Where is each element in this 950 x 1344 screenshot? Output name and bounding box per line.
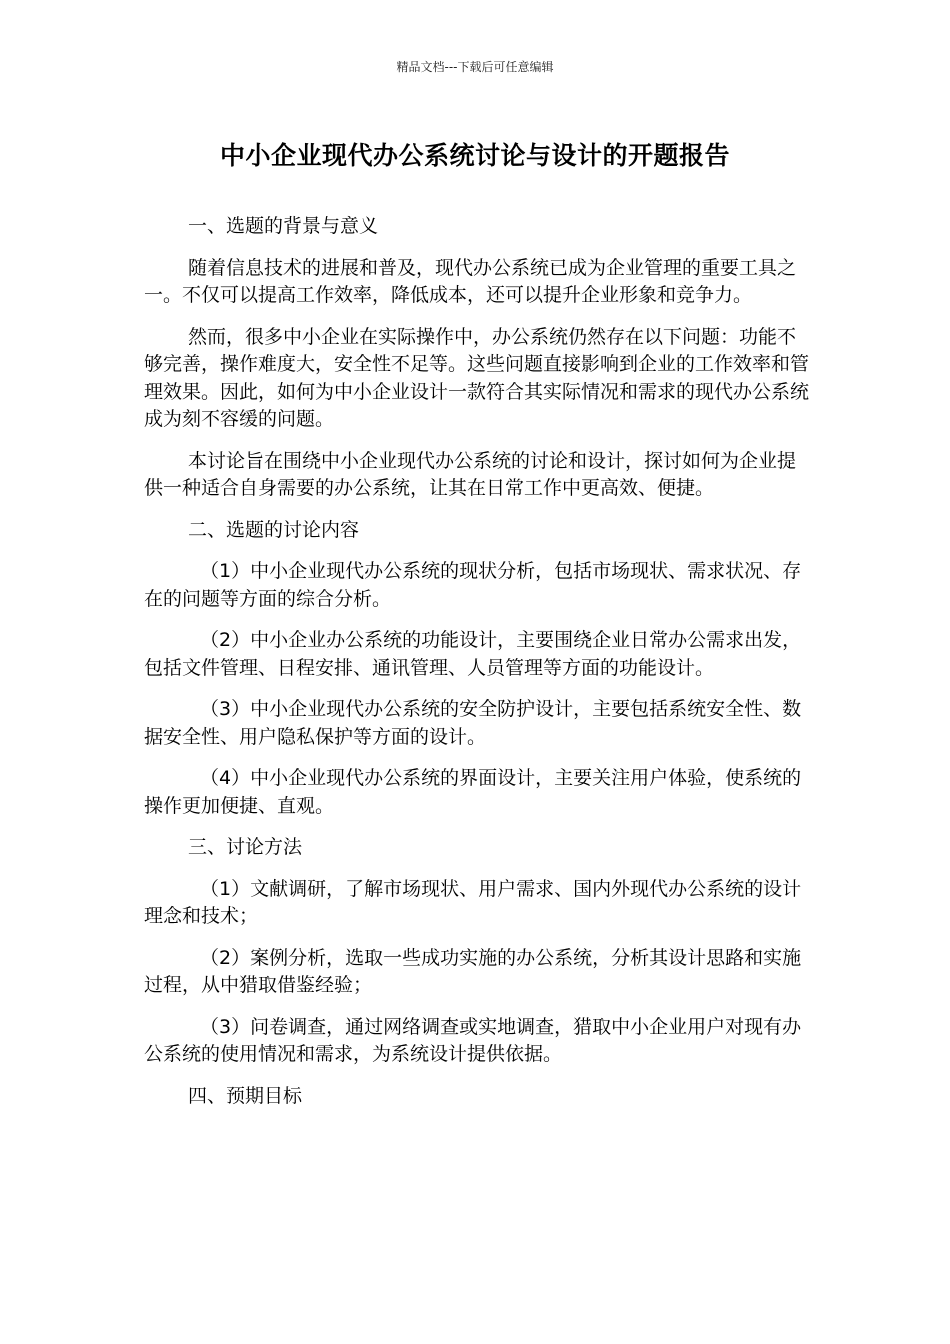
list-item-content-1: （1）中小企业现代办公系统的现状分析，包括市场现状、需求状况、存在的问题等方面的综合分析。 <box>144 560 802 610</box>
section-heading-goals: 四、预期目标 <box>188 1084 303 1107</box>
list-item-method-3: （3）问卷调查，通过网络调查或实地调查，猎取中小企业用户对现有办公系统的使用情况和需求，为系统设计提供依据。 <box>144 1015 802 1065</box>
section-heading-methods: 三、讨论方法 <box>188 836 303 858</box>
document-body <box>144 213 814 1124</box>
paragraph-background-3: 本讨论旨在围绕中小企业现代办公系统的讨论和设计，探讨如何为企业提供一种适合自身需要的办公系统，让其在日常工作中更高效、便捷。 <box>144 449 797 499</box>
paragraph-background-2: 然而，很多中小企业在实际操作中，办公系统仍然存在以下问题：功能不够完善，操作难度大，安全性不足等。这些问题直接影响到企业的工作效率和管理效果。因此，如何为中小企业设计一款符合其实际情况和需求的现代办公系统成为刻不容缓的问题。 <box>144 325 810 430</box>
list-item-content-4: （4）中小企业现代办公系统的界面设计，主要关注用户体验，使系统的操作更加便捷、直观。 <box>144 767 802 817</box>
list-item-method-1: （1）文献调研，了解市场现状、用户需求、国内外现代办公系统的设计理念和技术； <box>144 877 802 927</box>
list-item-content-3: （3）中小企业现代办公系统的安全防护设计，主要包括系统安全性、数据安全性、用户隐私保护等方面的设计。 <box>144 698 802 748</box>
page-header-note: 精品文档---下载后可任意编辑 <box>396 60 554 74</box>
list-item-content-2: （2）中小企业办公系统的功能设计，主要围绕企业日常办公需求出发，包括文件管理、日程安排、通讯管理、人员管理等方面的功能设计。 <box>144 629 802 679</box>
section-heading-background: 一、选题的背景与意义 <box>188 215 379 237</box>
section-heading-content: 二、选题的讨论内容 <box>188 518 360 541</box>
paragraph-background-1: 随着信息技术的进展和普及，现代办公系统已成为企业管理的重要工具之一。不仅可以提高工作效率，降低成本，还可以提升企业形象和竞争力。 <box>144 256 797 306</box>
document-title: 中小企业现代办公系统讨论与设计的开题报告 <box>219 141 730 170</box>
list-item-method-2: （2）案例分析，选取一些成功实施的办公系统，分析其设计思路和实施过程，从中猎取借鉴经验； <box>144 946 802 996</box>
